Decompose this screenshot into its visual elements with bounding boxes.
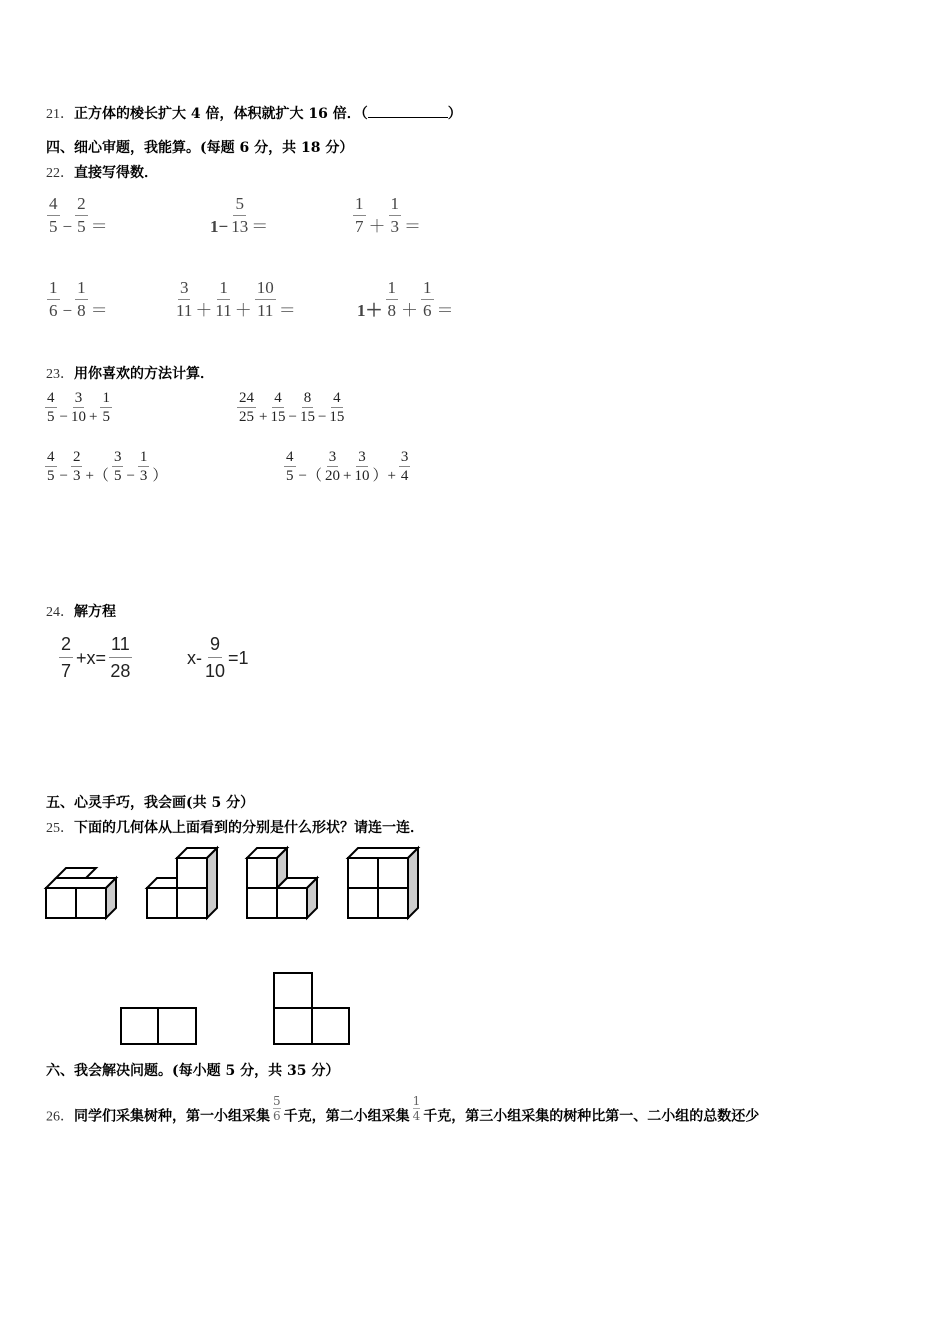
denominator: 7 — [355, 217, 364, 236]
fraction — [109, 631, 132, 684]
fraction — [45, 389, 57, 426]
numerator: 24 — [239, 390, 254, 406]
denominator: 5 — [47, 468, 55, 484]
expression — [44, 448, 169, 485]
numerator: 1 — [102, 390, 110, 406]
fraction — [205, 631, 225, 684]
denominator: 5 — [77, 217, 86, 236]
numerator: 3 — [358, 449, 366, 465]
denominator: 11 — [176, 301, 193, 320]
operator: + — [88, 408, 98, 425]
denominator: 3 — [72, 468, 81, 484]
numerator: 2 — [72, 449, 81, 465]
solid-1 — [46, 868, 116, 918]
numerator: 4 — [333, 390, 341, 406]
numerator: 2 — [59, 631, 73, 658]
cube-solids-figure — [0, 840, 440, 930]
denominator: 15 — [299, 409, 315, 425]
expression — [352, 193, 423, 238]
expression — [175, 277, 298, 322]
question-25: 25．下面的几何体从上面看到的分别是什么形状？请连一连． — [46, 820, 424, 836]
denominator: 11 — [215, 301, 232, 320]
operator: 1＋ — [357, 300, 383, 320]
fraction — [71, 389, 86, 426]
denominator: 11 — [257, 301, 274, 320]
question-22: 22．直接写得数． — [46, 165, 158, 181]
top-views-figure — [0, 965, 400, 1055]
section-5-heading: 五、心灵手巧，我会画(共 5 分） — [46, 795, 255, 811]
denominator: 6 — [423, 301, 432, 320]
operator: − — [126, 467, 135, 484]
numerator: 5 — [233, 193, 246, 216]
fraction — [112, 448, 124, 485]
fraction — [45, 448, 57, 485]
operator: +（ — [85, 467, 109, 484]
fraction — [71, 448, 83, 485]
operator: ＝ — [436, 300, 454, 320]
numerator: 1 — [217, 277, 230, 300]
fraction — [300, 389, 315, 426]
solid-3 — [247, 848, 317, 918]
denominator: 25 — [239, 409, 254, 425]
denominator: 5 — [286, 468, 294, 484]
fraction: $\frac{1}{4}$ — [412, 1094, 421, 1123]
denominator: 5 — [113, 468, 122, 484]
operator: ＋ — [368, 216, 386, 236]
denominator: 3 — [390, 217, 399, 236]
operator: 1− — [210, 216, 229, 236]
solid-4 — [348, 848, 418, 918]
operator: ＋ — [401, 300, 418, 320]
numerator: 4 — [286, 449, 294, 465]
fraction — [215, 277, 231, 322]
numerator: 2 — [75, 193, 88, 216]
denominator: 4 — [400, 468, 409, 484]
fraction — [255, 277, 276, 322]
fraction — [176, 277, 192, 322]
fraction — [75, 277, 88, 322]
fraction — [354, 448, 369, 485]
operator: ）+ — [372, 467, 396, 484]
operator: − — [59, 467, 68, 484]
question-23: 23．用你喜欢的方法计算． — [46, 366, 214, 382]
fraction — [47, 193, 60, 238]
denominator: 5 — [49, 217, 58, 236]
numerator: 11 — [109, 631, 132, 658]
numerator: 1 — [139, 449, 148, 465]
numerator: 4 — [274, 390, 282, 406]
denominator: 5 — [47, 409, 55, 425]
numerator: 8 — [303, 390, 312, 406]
fraction — [237, 389, 256, 426]
expression — [355, 277, 456, 322]
fraction — [100, 389, 112, 426]
top-view-a — [121, 1008, 196, 1044]
fraction — [389, 193, 402, 238]
denominator: 10 — [354, 468, 370, 484]
denominator: 8 — [77, 301, 86, 320]
fraction — [329, 389, 344, 426]
operator: +x= — [76, 647, 107, 668]
numerator: 1 — [389, 193, 402, 216]
denominator: 28 — [110, 661, 131, 681]
expression — [46, 277, 110, 322]
numerator: 3 — [74, 390, 83, 406]
fraction — [75, 193, 88, 238]
fraction — [47, 277, 60, 322]
numerator: 4 — [47, 449, 55, 465]
fraction — [399, 448, 411, 485]
numerator: 1 — [386, 277, 399, 300]
denominator: 10 — [205, 661, 226, 681]
section-4-heading: 四、细心审题，我能算。(每题 6 分，共 18 分） — [46, 140, 354, 156]
numerator: 1 — [353, 193, 366, 216]
operator: − — [288, 408, 297, 425]
operator: −（ — [298, 467, 322, 484]
numerator: 3 — [328, 449, 337, 465]
fraction — [325, 448, 340, 485]
operator: + — [342, 467, 352, 484]
numerator: 4 — [47, 193, 60, 216]
denominator: 8 — [387, 301, 396, 320]
fraction — [59, 631, 73, 684]
operator: ＋ — [234, 300, 252, 320]
operator: − — [62, 216, 73, 236]
operator: x- — [187, 647, 202, 668]
denominator: 7 — [61, 661, 72, 681]
denominator: 15 — [270, 409, 286, 425]
numerator: 3 — [178, 277, 191, 300]
operator: ＝ — [278, 300, 296, 320]
denominator: 20 — [324, 468, 340, 484]
numerator: 4 — [47, 390, 55, 406]
expression — [283, 448, 411, 485]
denominator: 13 — [231, 217, 249, 236]
numerator: 1 — [47, 277, 60, 300]
operator: − — [59, 408, 68, 425]
operator: − — [62, 300, 73, 320]
numerator: 1 — [75, 277, 88, 300]
denominator: 15 — [329, 409, 345, 425]
operator: + — [259, 408, 268, 425]
expression — [46, 193, 110, 238]
fraction — [231, 193, 248, 238]
numerator: 3 — [400, 449, 409, 465]
fraction — [138, 448, 150, 485]
question-26: 26．同学们采集树种，第一小组采集 $\frac{5}{6}$ 千克，第二小组采集 $\frac{1}{4}$ 千克，第三小组采集的树种比第一、二小组的总数还少 — [46, 1094, 760, 1125]
expression — [44, 389, 113, 426]
operator: ） — [152, 467, 168, 484]
top-view-b — [274, 973, 349, 1044]
operator: ＝ — [251, 216, 269, 236]
numerator: 3 — [113, 449, 122, 465]
answer-blank[interactable] — [368, 117, 448, 118]
numerator: 10 — [255, 277, 276, 300]
solid-2 — [147, 848, 217, 918]
fraction — [386, 277, 399, 322]
question-21: 21．正方体的棱长扩大 4 倍，体积就扩大 16 倍．（ ） — [46, 106, 462, 122]
fraction — [270, 389, 285, 426]
numerator: 9 — [208, 631, 222, 658]
numerator: 1 — [421, 277, 434, 300]
fraction — [353, 193, 366, 238]
expression — [185, 631, 251, 684]
expression — [58, 631, 133, 684]
operator: ＋ — [195, 300, 213, 320]
operator: =1 — [228, 647, 249, 668]
fraction: $\frac{5}{6}$ — [273, 1094, 281, 1123]
operator: ＝ — [90, 216, 108, 236]
expression — [236, 389, 345, 426]
operator: ＝ — [404, 216, 421, 236]
denominator: 3 — [139, 468, 148, 484]
section-6-heading: 六、我会解决问题。(每小题 5 分，共 35 分） — [46, 1063, 340, 1079]
question-24: 24．解方程 — [46, 604, 116, 620]
operator: ＝ — [90, 300, 108, 320]
denominator: 5 — [102, 409, 110, 425]
fraction — [421, 277, 434, 322]
operator: − — [317, 408, 327, 425]
expression — [208, 193, 270, 238]
denominator: 10 — [70, 409, 86, 425]
fraction — [284, 448, 296, 485]
denominator: 6 — [49, 301, 58, 320]
